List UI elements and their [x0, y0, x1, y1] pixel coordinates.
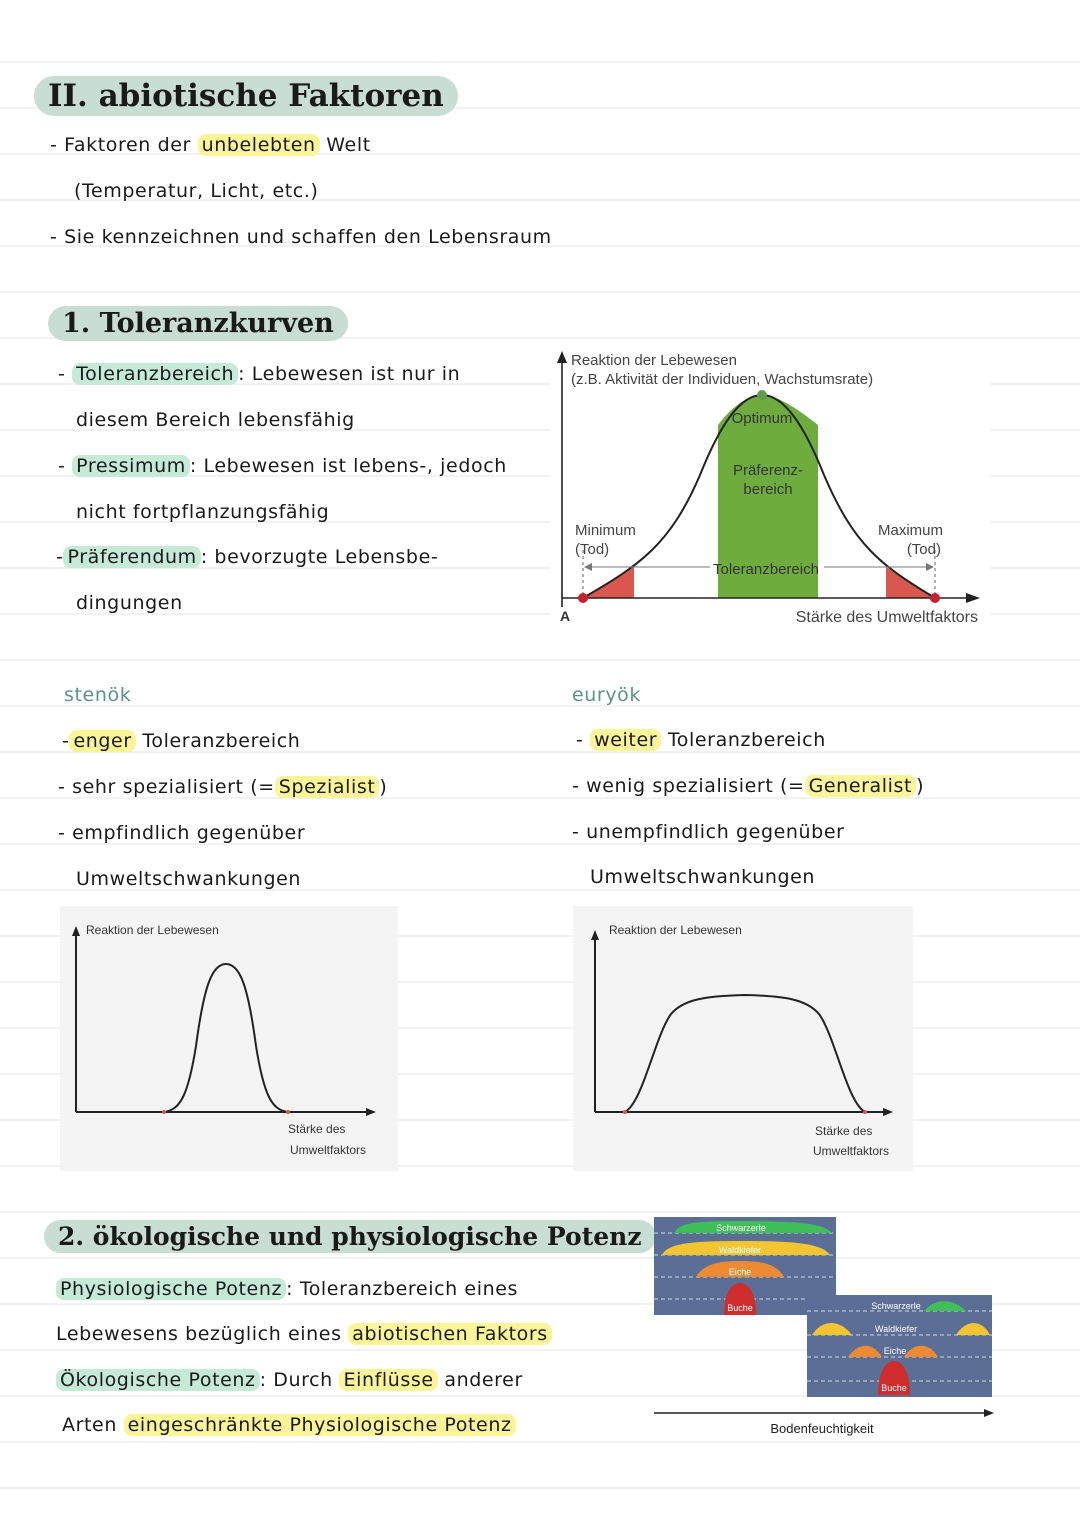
highlight-enger: enger — [69, 730, 135, 752]
maximum-point — [930, 593, 940, 603]
label-praeferenz-2: bereich — [743, 481, 793, 498]
label-optimum: Optimum — [731, 410, 793, 427]
stenoek-bullet-2-close: ) — [379, 776, 388, 798]
euryoek-bullet-4: Umweltschwankungen — [590, 866, 816, 888]
def-oekologische-text: : Durch — [259, 1369, 333, 1391]
stenoek-chart — [60, 906, 398, 1171]
y-label-1: Reaktion der Lebewesen — [571, 352, 737, 369]
def-praeferendum: - Präferendum : bevorzugte Lebensbe- — [56, 546, 439, 568]
stenoek-bullet-4: Umweltschwankungen — [76, 868, 302, 890]
def-oekologische — [56, 1369, 523, 1391]
euryoek-bullet-3: - unempfindlich gegenüber — [572, 821, 845, 843]
stenoek-bullet-2 — [58, 776, 387, 798]
def-toleranzbereich-cont: diesem Bereich lebensfähig — [76, 409, 355, 431]
term-oekologische-potenz: Ökologische Potenz — [56, 1369, 260, 1391]
label-origin: A — [560, 608, 571, 624]
term-praeferendum: Präferendum — [63, 546, 200, 568]
label-maximum: Maximum — [877, 522, 943, 539]
def-praeferendum-cont: dingungen — [76, 592, 183, 614]
bullet-lebensraum: - Sie kennzeichnen und schaffen den Lebensraum — [50, 226, 552, 248]
term-pressimum: Pressimum — [72, 455, 190, 477]
label-toleranzbereich: Toleranzbereich — [713, 561, 819, 578]
highlight-abiotischen: abiotischen Faktors — [348, 1323, 552, 1345]
y-label-2: (z.B. Aktivität der Individuen, Wachstumsrate) — [571, 371, 874, 388]
euryoek-chart — [573, 906, 913, 1171]
def-oekologische-anderer: anderer — [444, 1369, 523, 1391]
bullet-faktoren-text: - Faktoren der — [50, 134, 191, 156]
stenoek-bullet-3: - empfindlich gegenüber — [58, 822, 306, 844]
section-title: II. abiotische Faktoren — [34, 76, 458, 116]
highlight-weiter: weiter — [590, 729, 661, 751]
euryoek-bullet-1: - weiter Toleranzbereich — [576, 729, 826, 751]
def-oekologische-arten: Arten — [62, 1414, 117, 1436]
highlight-unbelebten: unbelebten — [198, 134, 320, 156]
stenoek-bullet-2-text: - sehr spezialisiert (= — [58, 776, 275, 798]
bullet-faktoren — [50, 134, 371, 156]
euryoek-bullet-2-close: ) — [916, 775, 925, 797]
def-physiologische-text: : Toleranzbereich eines — [286, 1278, 518, 1300]
def-pressimum: - Pressimum : Lebewesen ist lebens-, jedoch — [58, 455, 507, 477]
def-physiologische — [56, 1278, 518, 1300]
euryoek-x-label-2: Umweltfaktors — [813, 1144, 890, 1158]
top-label-buche: Buche — [727, 1303, 753, 1313]
bullet-examples: (Temperatur, Licht, etc.) — [74, 180, 319, 202]
bottom-label-waldkiefer: Waldkiefer — [874, 1324, 918, 1334]
label-minimum-tod: (Tod) — [575, 541, 610, 558]
term-physiologische-potenz: Physiologische Potenz — [56, 1278, 286, 1300]
label-minimum: Minimum — [575, 522, 636, 539]
label-praeferenz-1: Präferenz- — [732, 462, 804, 479]
bottom-label-schwarzerle: Schwarzerle — [871, 1301, 921, 1311]
def-toleranzbereich: - Toleranzbereich : Lebewesen ist nur in — [58, 363, 461, 385]
potenz-diagram — [652, 1215, 997, 1440]
def-oekologische-cont — [62, 1414, 516, 1436]
potenz-title: 2. ökologische und physiologische Potenz — [44, 1220, 656, 1253]
x-label: Stärke des Umweltfaktors — [795, 609, 978, 626]
stenoek-bullet-1-text: Toleranzbereich — [142, 730, 301, 752]
def-pressimum-cont: nicht fortpflanzungsfähig — [76, 501, 330, 523]
bullet-faktoren-welt: Welt — [326, 134, 371, 156]
stenoek-y-label: Reaktion der Lebewesen — [86, 923, 219, 937]
top-label-waldkiefer: Waldkiefer — [718, 1245, 762, 1255]
euryoek-x-label-1: Stärke des — [815, 1124, 873, 1138]
bottom-label-buche: Buche — [881, 1383, 907, 1393]
highlight-spezialist: Spezialist — [275, 776, 380, 798]
def-physiologische-cont-text: Lebewesens bezüglich eines — [56, 1323, 342, 1345]
def-praeferendum-text: : bevorzugte Lebensbe- — [200, 546, 439, 568]
stenoek-title: stenök — [64, 684, 132, 706]
stenoek-bullet-1: - enger Toleranzbereich — [62, 730, 301, 752]
euryoek-bullet-1-text: Toleranzbereich — [667, 729, 826, 751]
tolerance-curve-diagram — [550, 345, 990, 630]
stenoek-x-label-1: Stärke des — [288, 1122, 346, 1136]
top-label-schwarzerle: Schwarzerle — [716, 1223, 766, 1233]
label-maximum-tod: (Tod) — [906, 541, 941, 558]
optimum-point — [757, 390, 767, 400]
bottom-label-eiche: Eiche — [883, 1346, 907, 1356]
euryoek-title: euryök — [572, 684, 642, 706]
highlight-einfluesse: Einflüsse — [339, 1369, 437, 1391]
def-physiologische-cont — [56, 1323, 552, 1345]
euryoek-bullet-2-text: - wenig spezialisiert (= — [572, 775, 805, 797]
euryoek-bullet-2 — [572, 775, 924, 797]
toleranz-title: 1. Toleranzkurven — [48, 306, 348, 341]
def-pressimum-text: : Lebewesen ist lebens-, jedoch — [189, 455, 507, 477]
top-label-eiche: Eiche — [728, 1267, 752, 1277]
term-toleranzbereich: Toleranzbereich — [72, 363, 238, 385]
minimum-point — [578, 593, 588, 603]
highlight-eingeschraenkte: eingeschränkte Physiologische Potenz — [124, 1414, 516, 1436]
highlight-generalist: Generalist — [805, 775, 917, 797]
stenoek-x-label-2: Umweltfaktors — [290, 1143, 367, 1157]
moisture-axis-label: Bodenfeuchtigkeit — [770, 1421, 874, 1436]
def-toleranzbereich-text: : Lebewesen ist nur in — [238, 363, 461, 385]
euryoek-y-label: Reaktion der Lebewesen — [609, 923, 742, 937]
